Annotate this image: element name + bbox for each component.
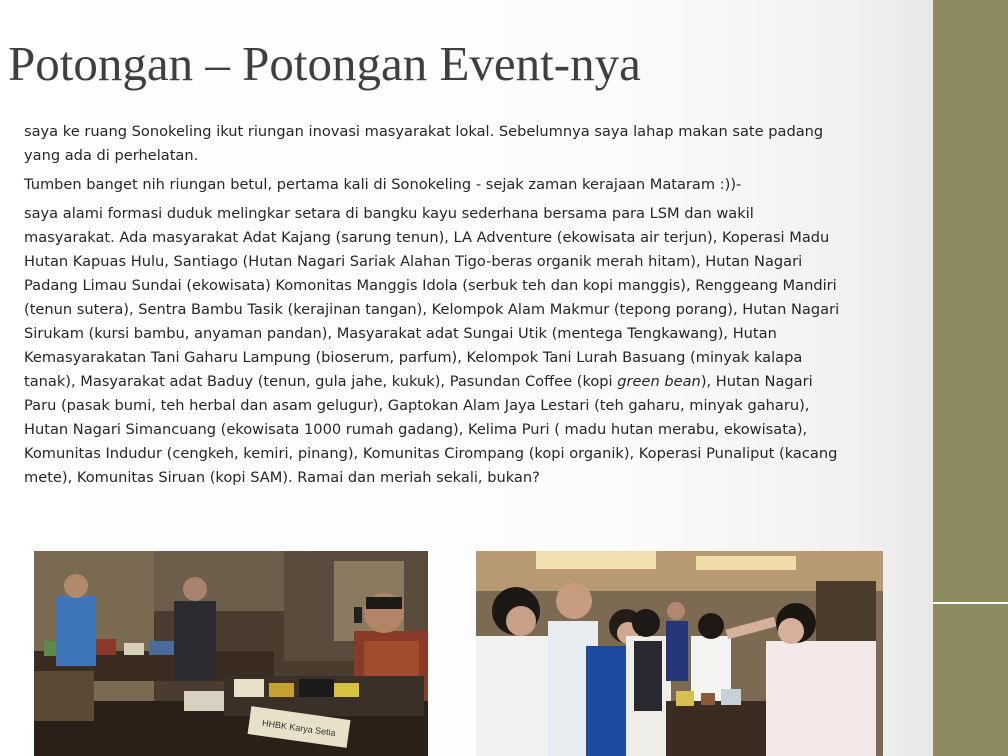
sidebar-divider <box>933 602 1008 604</box>
decorative-sidebar <box>933 0 1008 756</box>
paragraph-3-text-start: saya alami formasi duduk melingkar setara di bangku kayu sederhana bersama para LSM dan wakil masyarakat. Ada masyarakat Adat Kajang (sarung tenun), LA Adventure (ekowisata air terjun), Koperasi Madu Hutan Kapuas Hulu, Santiago (Hutan Nagari Sariak Alahan Tigo-beras organik merah hitam), Hutan Nagari Padang Limau Sundai (ekowisata) Komonitas Manggis Idola (serbuk teh dan kopi manggis), Renggeang Mandiri (tenun sutera), Sentra Bambu Tasik (kerajinan tangan), Kelompok Alam Makmur (tepong porang), Hutan Nagari Sirukam (kursi bambu, anyaman pandan), Masyarakat adat Sungai Utik (mentega Tengkawang), Hutan Kemasyarakatan Tani Gaharu Lampung (bioserum, parfum), Kelompok Tani Lurah Basuang (minyak kalapa tanak), Masyarakat adat Baduy (tenun, gula jahe, kukuk), Pasundan Coffee (kopi <box>24 205 840 390</box>
event-photo-visitors <box>476 551 883 756</box>
paragraph-1: saya ke ruang Sonokeling ikut riungan inovasi masyarakat lokal. Sebelumnya saya lahap makan sate padang yang ada di perhelatan. <box>24 123 824 164</box>
paragraph-3-italic: green bean <box>617 373 701 390</box>
product-sign-text: HHBK Karya Setia <box>261 717 337 739</box>
paragraph-3-text-end: ), Hutan Nagari Paru (pasak bumi, teh herbal dan asam gelugur), Gaptokan Alam Jaya Lestari (teh gaharu, minyak gaharu), Hutan Nagari Simancuang (ekowisata 1000 rumah gadang), Kelima Puri ( madu hutan merabu, ekowisata), Komunitas Indudur (cengkeh, kemiri, pinang), Komunitas Cirompang (kopi organik), Koperasi Punaliput (kacang mete), Komunitas Siruan (kopi SAM). Ramai dan meriah sekali, bukan? <box>24 373 838 486</box>
paragraph-2: Tumben banget nih riungan betul, pertama kali di Sonokeling - sejak zaman kerajaan Mataram :))- <box>24 176 742 193</box>
event-photo-exhibition-table <box>34 551 428 756</box>
slide-title: Potongan – Potongan Event-nya <box>8 36 641 91</box>
paragraph-3 <box>24 202 844 490</box>
slide-body <box>24 120 844 495</box>
